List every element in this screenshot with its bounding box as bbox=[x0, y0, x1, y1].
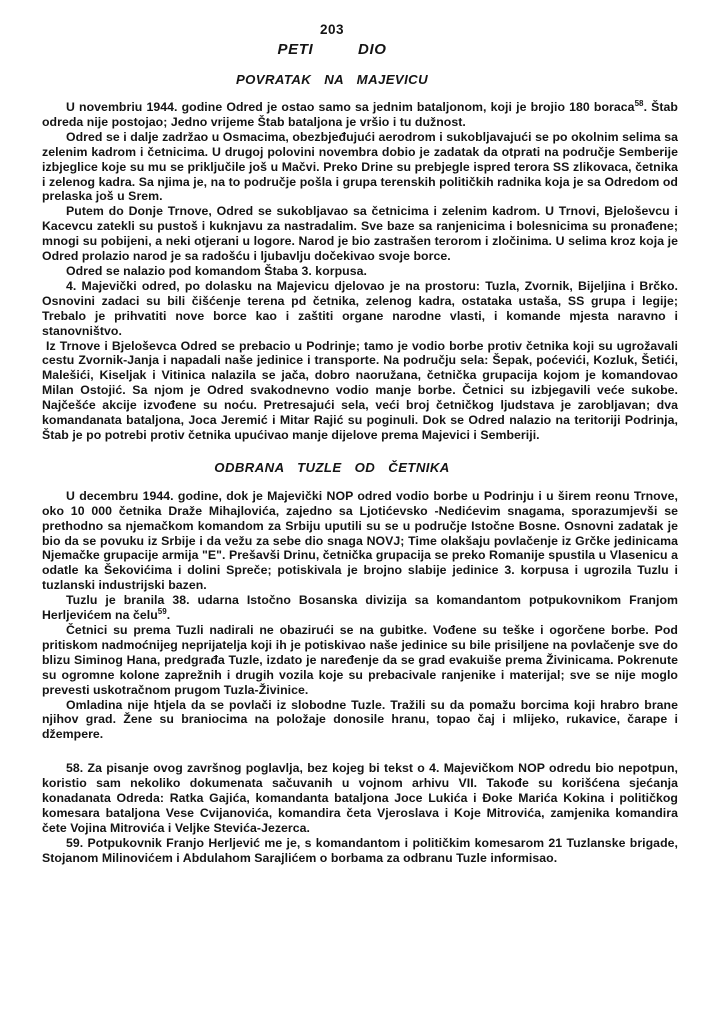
section-body bbox=[42, 100, 678, 443]
part-heading: PETI DIO bbox=[277, 41, 387, 58]
paragraph: Tuzlu je branila 38. udarna Istočno Bosanska divizija sa komandantom potpukovnikom Franjom Herljevićem na čelu$^{59}$. bbox=[42, 593, 678, 623]
footnotes-block bbox=[42, 761, 678, 865]
section-body bbox=[42, 489, 678, 742]
paragraph: 59. Potpukovnik Franjo Herljević me je, s komandantom i političkim komesarom 21 Tuzlanske brigade, Stojanom Milinovićem i Abdulahom Sarajlićem o borbama za odbranu Tuzle informisao. bbox=[42, 835, 678, 865]
paragraph: Odred se i dalje zadržao u Osmacima, obezbjeđujući aerodrom i sukobljavajući se po okolnim selima sa zelenim kadrom i četnicima. U drugoj polovini novembra dobio je zadatak da otprati na područje Semberije izbjeglice koje su mu se priključile još u Mačvi. Preko Drine su prebjegle ispred terora SS zlikovaca, četnika i zelenog kadra. Sa njima je, na to područje pošla i grupa terenskih političkih radnika koja je sa Odredom od prelaska još u Srem. bbox=[42, 129, 678, 204]
section-odbrana-tuzle bbox=[42, 460, 678, 742]
footnote-ref: 58 bbox=[634, 98, 644, 108]
paragraph: 4. Majevički odred, po dolasku na Majevicu djelovao je na prostoru: Tuzla, Zvornik, Bijeljina i Brčko. Osnovini zadaci su bili čišćenje terena pd četnika, zelenog kadra, ostataka ustaša, SS grupa i legije; Trebalo je prihvatiti nove borce kao i zaštiti organe narodne vlasti, i komande mjesta naravno i stanovništvo. bbox=[42, 278, 678, 338]
paragraph: Odred se nalazio pod komandom Štaba 3. korpusa. bbox=[66, 263, 367, 278]
section-povratak-na-majevicu bbox=[42, 72, 678, 443]
paragraph: U decembru 1944. godine, dok je Majevički NOP odred vodio borbe u Podrinju i u širem reonu Trnove, oko 10 000 četnika Draže Mihajlovića, zajedno sa Ljotićevsko -Nedićevim snagama, sporazumjevši se prethodno sa njemačkom komandom za Srbiju uputili su se u područje Istočne Bosne. Osnovni zadatak je bio da se povuku iz Srbije i da vežu za sebe dio snaga NOVJ; Time olakšaju povlačenje iz Grčke jedinicama Njemačke grupacije armija "E". Prešavši Drinu, četnička grupacija se preko Romanije spustila u Vlasenicu a odatle ka Šekovićima i dolini Spreče; potiskivala je brojno slabije jedinice 3. korpusa i ugrozila Tuzlu i tuzlanski industrijski bazen. bbox=[42, 488, 678, 593]
paragraph: Putem do Donje Trnove, Odred se sukobljavao sa četnicima i zelenim kadrom. U Trnovi, Bjeloševcu i Kacevcu zatekli su pustoš i kuknjavu za nastradalim. Sve baze sa ranjenicima i bolesnicima su pronađene; mnogi su pobijeni, a neki otjerani u logore. Narod je bio zastrašen terorom i zločinima. U selima kroz koja je Odred prolazio narod je sa radošću i ljubavlju dočekivao svoje borce. bbox=[42, 204, 678, 264]
section-heading: ODBRANA TUZLE OD ČETNIKA bbox=[214, 459, 450, 475]
paragraph: 58. Za pisanje ovog završnog poglavlja, bez kojeg bi tekst o 4. Majevičkom NOP odredu bio nepotpun, koristio sam nekoliko dokumenata sačuvanih u vojnom arhivu VII. Takođe su korišćena sjećanja konadanata Odreda: Ratka Gajića, komandanta bataljona Joce Lukića i Đoke Marića Kokina i političkog komesara bataljona Vese Cvijanovića, komandira četa Vjeroslava i Koje Mitrovića, zamjenika komandira čete Vojina Mitrovića i Veljke Stevića-Jezerca. bbox=[42, 761, 678, 835]
page-number: 203 bbox=[319, 22, 345, 37]
footnote-ref: 59 bbox=[157, 607, 167, 616]
paragraph: Omladina nije htjela da se povlači iz slobodne Tuzle. Tražili su da pomažu borcima koji hrabro brane njihov grad. Žene su braniocima na položaje donosile hranu, topao čaj i mlijeko, rukavice, čarape i džempere. bbox=[42, 697, 678, 742]
section-heading: POVRATAK NA MAJEVICU bbox=[235, 72, 429, 87]
paragraph: Iz Trnove i Bjeloševca Odred se prebacio u Podrinje; tamo je vodio borbe protiv četnika koji su ugrožavali cestu Zvornik-Janja i napadali naše jedinice i transporte. Na području sela: Šepak, poćevići, Kozluk, Šetići, Malešići, Kiseljak i Vitinica nalazila se jača, dobro naoružana, četnička grupacija kojom je komandovao Milan Ostojić. Sa njom je Odred svakodnevno vodio manje borbe. Četnici su izbjegavili veće sukobe. Najčešće akcije izvođene su noću. Pretresajući sela, veći broj četničkog ljudstava je zarobljavan; dva komandanata bataljona, Joca Jeremić i Mitar Rajić su poginuli. Dok se Odred nalazio na teritoriji Podrinja, Štab je po potrebi protiv četnika upućivao manje dijelove prema Majevici i Semberiji. bbox=[42, 338, 678, 442]
paragraph: U novembriu 1944. godine Odred je ostao samo sa jednim bataljonom, koji je brojio 180 boraca$^{58}$. Štab odreda nije postojao; Jedno vrijeme Štab bataljona je vršio i tu dužnost. bbox=[42, 98, 678, 129]
paragraph: Četnici su prema Tuzli nadirali ne obazirući se na gubitke. Vođene su teške i ogorčene borbe. Pod pritiskom nadmoćnijeg neprijatelja koji ih je potiskivao naše jedinice su bile prisiljene na povlačenje sve do blizu Siminog Hana, predgrađa Tuzle, izdato je naređenje da se grad evakuiše prema Živinicama. Pokrenute su ogromne kolone zaprežnih i drugih vozila koje su prebacivale ranjenike i materijal; sve se nije moglo prevesti uskotračnom prugom Tuzla-Živinice. bbox=[42, 623, 678, 697]
